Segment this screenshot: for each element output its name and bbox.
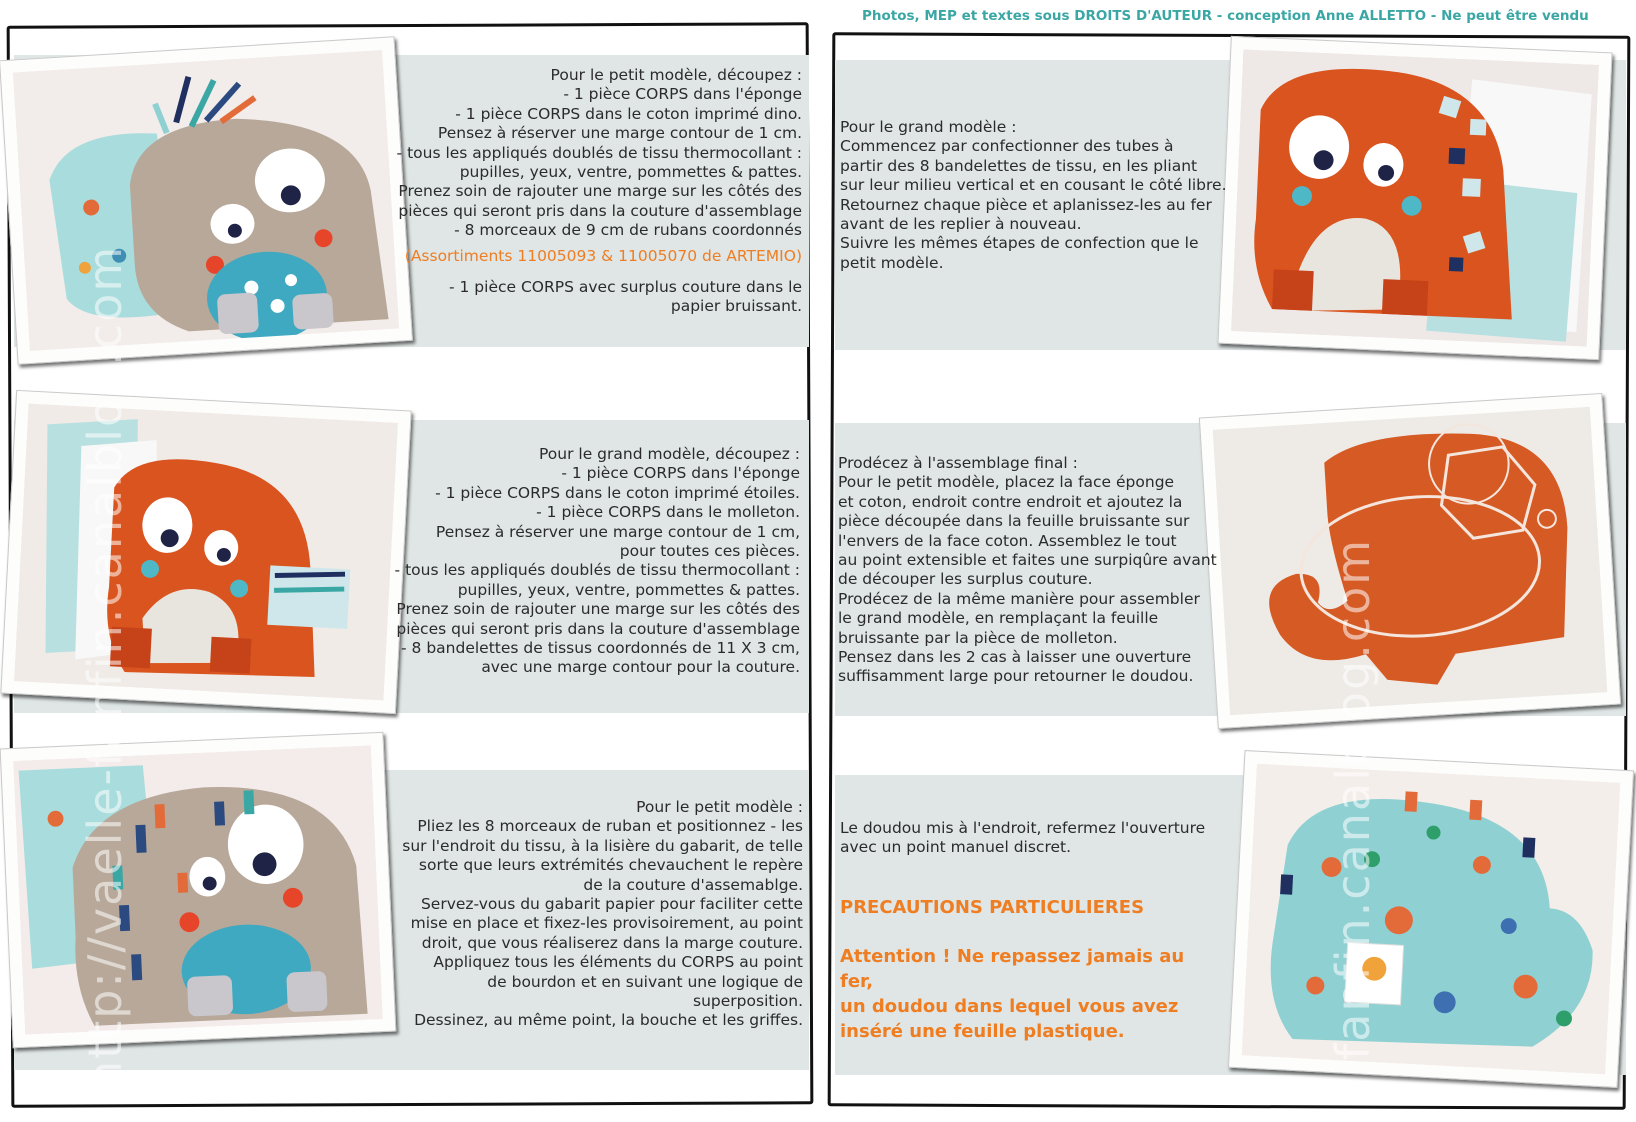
watermark-right: fanfin.canalblog.com	[1326, 537, 1380, 1060]
precautions-heading: PRECAUTIONS PARTICULIERES	[840, 897, 1145, 918]
dino-photo-sewn-outline	[1199, 393, 1621, 729]
step4-text: Pour le grand modèle : Commencez par confectionner des tubes à partir des 8 bandelettes de tissu, en les pliant sur leur milieu vertical et en cousant le côté libre. Retournez chaque pièce et aplanissez-les au fer avant de les replier à nouveau. Suivre les mêmes étapes de confection que le petit modèle.	[840, 118, 1227, 272]
copyright-notice: Photos, MEP et textes sous DROITS D'AUTEUR - conception Anne ALLETTO - Ne peut être vendu	[862, 8, 1589, 24]
step1-text-paper: - 1 pièce CORPS avec surplus couture dans le papier bruissant.	[448, 278, 802, 316]
watermark-left: http://vaelle-fanfin.canalblog.com	[78, 244, 132, 1090]
precautions-warning: Attention ! Ne repassez jamais au fer, un doudou dans lequel vous avez inséré une feuille plastique.	[840, 946, 1185, 1042]
step2-text: Pour le grand modèle, découpez : - 1 pièce CORPS dans l'éponge - 1 pièce CORPS dans le coton imprimé étoiles. - 1 pièce CORPS dans le molleton. Pensez à réserver une marge contour de 1 cm, pour toutes ces pièces. - tous les appliqués doublés de tissu thermocollant : pupilles, yeux, ventre, pommettes & pattes. Prenez soin de rajouter une marge sur les côtés des pièces qui seront pris dans la couture d'assemblage - 8 bandelettes de tissus coordonnés de 11 X 3 cm, avec une marge contour pour la couture.	[394, 445, 800, 677]
dino-photo-finished	[1228, 750, 1634, 1088]
dino-photo-ribbons	[0, 732, 396, 1048]
step1-text: Pour le petit modèle, découpez : - 1 pièce CORPS dans l'éponge - 1 pièce CORPS dans le coton imprimé dino. Pensez à réserver une marge contour de 1 cm. - tous les appliqués doublés de tissu thermocollant : pupilles, yeux, ventre, pommettes & pattes. Prenez soin de rajouter une marge sur les côtés des pièces qui seront pris dans la couture d'assemblage - 8 morceaux de 9 cm de rubans coordonnés	[396, 66, 802, 240]
dino-photo-large-pieces	[0, 390, 411, 714]
dino-photo-small-pieces	[0, 36, 413, 365]
step1-supplier-note: (Assortiments 11005093 & 11005070 de ARTEMIO)	[404, 247, 802, 265]
dino-photo-large-assembled	[1217, 36, 1612, 360]
step5-text: Prodécez à l'assemblage final : Pour le petit modèle, placez la face éponge et coton, endroit contre endroit et ajoutez la pièce découpée dans la feuille bruissante sur l'envers de la face coton. Assemblez le tout au point extensible et faites une surpiqûre avant de découper les surplus couture. Prodécez de la même manière pour assembler le grand modèle, en remplaçant la feuille bruissante par la pièce de molleton. Pensez dans les 2 cas à laisser une ouverture suffisamment large pour retourner le doudou.	[838, 454, 1217, 686]
step6-text: Le doudou mis à l'endroit, refermez l'ouverture avec un point manuel discret.	[840, 819, 1206, 857]
step3-text: Pour le petit modèle : Pliez les 8 morceaux de ruban et positionnez - les sur l'endroit du tissu, à la lisière du gabarit, de telle sorte que leurs extrémités chevauchent le repère de la couture d'assemablge. Servez-vous du gabarit papier pour faciliter cette mise en place et fixez-les provisoirement, au point droit, que vous réaliserez dans la marge couture. Appliquez tous les éléments du CORPS au point de bourdon et en suivant une logique de superposition. Dessinez, au même point, la bouche et les griffes.	[402, 798, 803, 1030]
